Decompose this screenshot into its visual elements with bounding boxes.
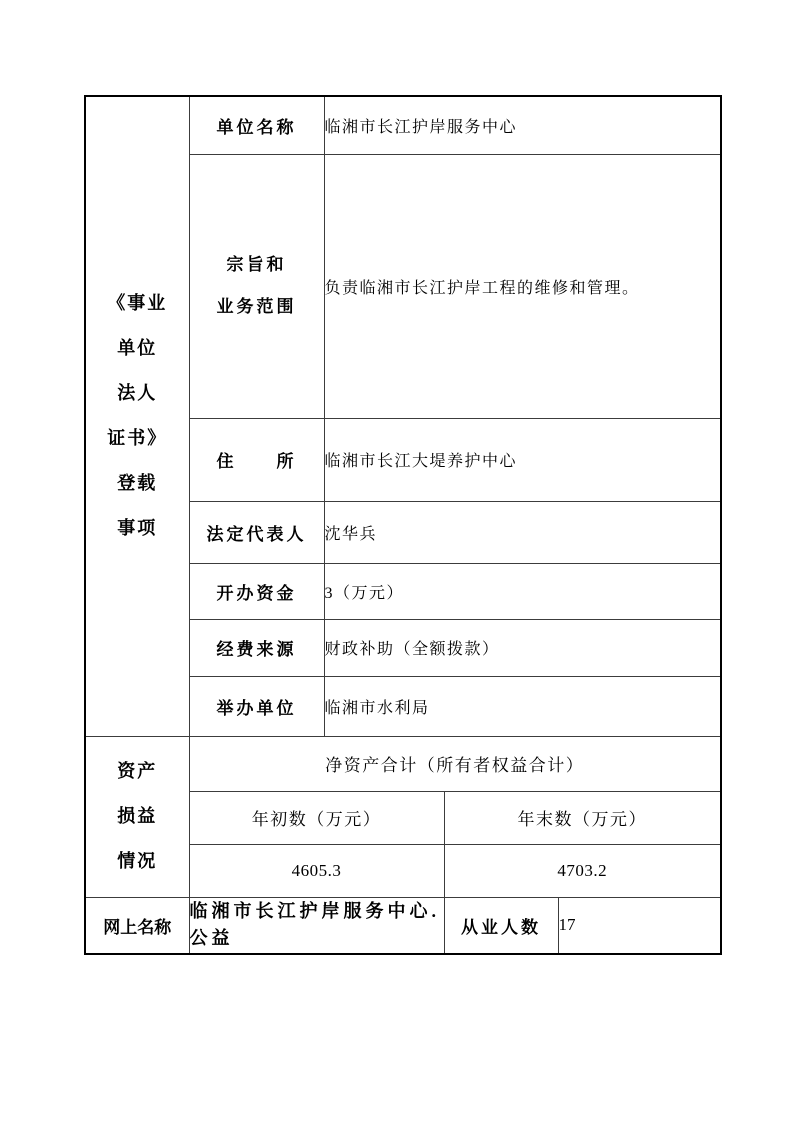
assets-label-line: 情况 [117, 851, 158, 871]
year-begin-label: 年初数（万元） [189, 791, 444, 844]
staff-count-value: 17 [558, 897, 721, 954]
opening-funds-value: 3（万元） [324, 563, 721, 619]
address-value: 临湘市长江大堤养护中心 [324, 418, 721, 501]
year-begin-value: 4605.3 [189, 844, 444, 897]
table-row-net-assets-header [85, 736, 721, 791]
assets-label-line: 损益 [117, 806, 158, 826]
unit-name-label: 单位名称 [189, 96, 324, 154]
assets-label-line: 资产 [117, 761, 158, 781]
annual-report-table [84, 95, 722, 955]
cert-label-line: 单位 [117, 338, 158, 359]
net-assets-header: 净资产合计（所有者权益合计） [189, 736, 721, 791]
table-row-online-name [85, 897, 721, 954]
mission-label [189, 154, 324, 418]
funding-source-label: 经费来源 [189, 619, 324, 676]
organizer-label: 举办单位 [189, 676, 324, 736]
table-row-unit-name [85, 96, 721, 154]
year-end-label: 年末数（万元） [444, 791, 721, 844]
legal-rep-value: 沈华兵 [324, 501, 721, 563]
assets-section-label-cell [85, 736, 189, 897]
funding-source-value: 财政补助（全额拨款） [324, 619, 721, 676]
online-name-label: 网上名称 [85, 897, 189, 954]
cert-label-line: 登载 [117, 473, 158, 494]
opening-funds-label: 开办资金 [189, 563, 324, 619]
legal-rep-label: 法定代表人 [189, 501, 324, 563]
cert-items-section-label-cell [85, 96, 189, 736]
address-label: 住 所 [189, 418, 324, 501]
unit-name-value: 临湘市长江护岸服务中心 [324, 96, 721, 154]
year-end-value: 4703.2 [444, 844, 721, 897]
staff-count-label: 从业人数 [444, 897, 558, 954]
cert-label-line: 《事业 [107, 293, 168, 314]
online-name-value: 临湘市长江护岸服务中心.公益 [189, 897, 444, 954]
cert-label-line: 法人 [117, 383, 158, 404]
cert-label-line: 证书》 [107, 428, 168, 449]
organizer-value: 临湘市水利局 [324, 676, 721, 736]
mission-value: 负责临湘市长江护岸工程的维修和管理。 [324, 154, 721, 418]
cert-label-line: 事项 [117, 518, 158, 539]
mission-label-line: 宗旨和 [226, 255, 287, 274]
mission-label-line: 业务范围 [216, 297, 297, 316]
